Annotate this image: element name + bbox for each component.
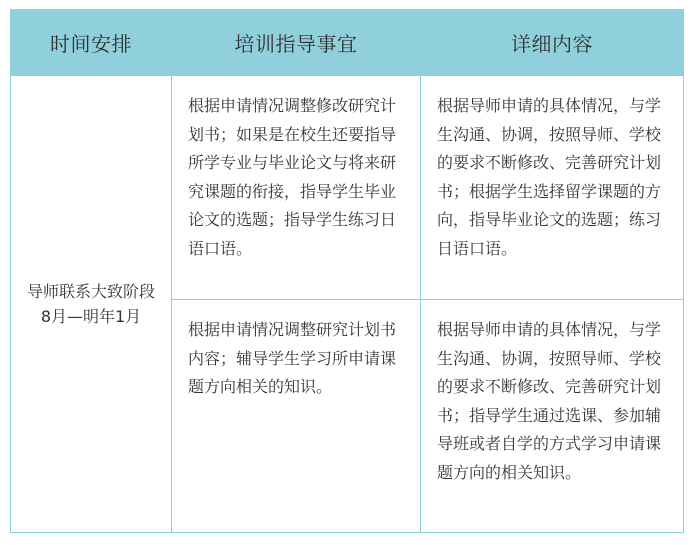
table-header-row	[11, 10, 684, 76]
time-phase-label: 导师联系大致阶段	[26, 282, 155, 301]
details-text: 根据导师申请的具体情况，与学生沟通、协调，按照导师、学校的要求不断修改、完善研究计划书；根据学生选择留学课题的方向，指导毕业论文的选题；练习日语口语。	[437, 96, 662, 258]
guidance-cell	[172, 76, 421, 300]
time-cell	[11, 76, 172, 533]
header-details: 详细内容	[421, 10, 684, 76]
details-cell	[421, 76, 684, 300]
training-schedule-table	[10, 9, 684, 533]
header-training-guidance: 培训指导事宜	[172, 10, 421, 76]
guidance-text: 根据申请情况调整修改研究计划书；如果是在校生还要指导所学专业与毕业论文与将来研究课题的衔接，指导学生毕业论文的选题；指导学生练习日语口语。	[188, 96, 397, 258]
details-text: 根据导师申请的具体情况，与学生沟通、协调，按照导师、学校的要求不断修改、完善研究计划书；指导学生通过选课、参加辅导班或者自学的方式学习申请课题方向的相关知识。	[437, 320, 662, 482]
guidance-cell	[172, 300, 421, 533]
table-row	[11, 76, 684, 300]
time-range-label: 8月—明年1月	[40, 307, 142, 326]
details-cell	[421, 300, 684, 533]
guidance-text: 根据申请情况调整研究计划书内容；辅导学生学习所申请课题方向相关的知识。	[188, 320, 397, 396]
header-time-arrangement: 时间安排	[11, 10, 172, 76]
